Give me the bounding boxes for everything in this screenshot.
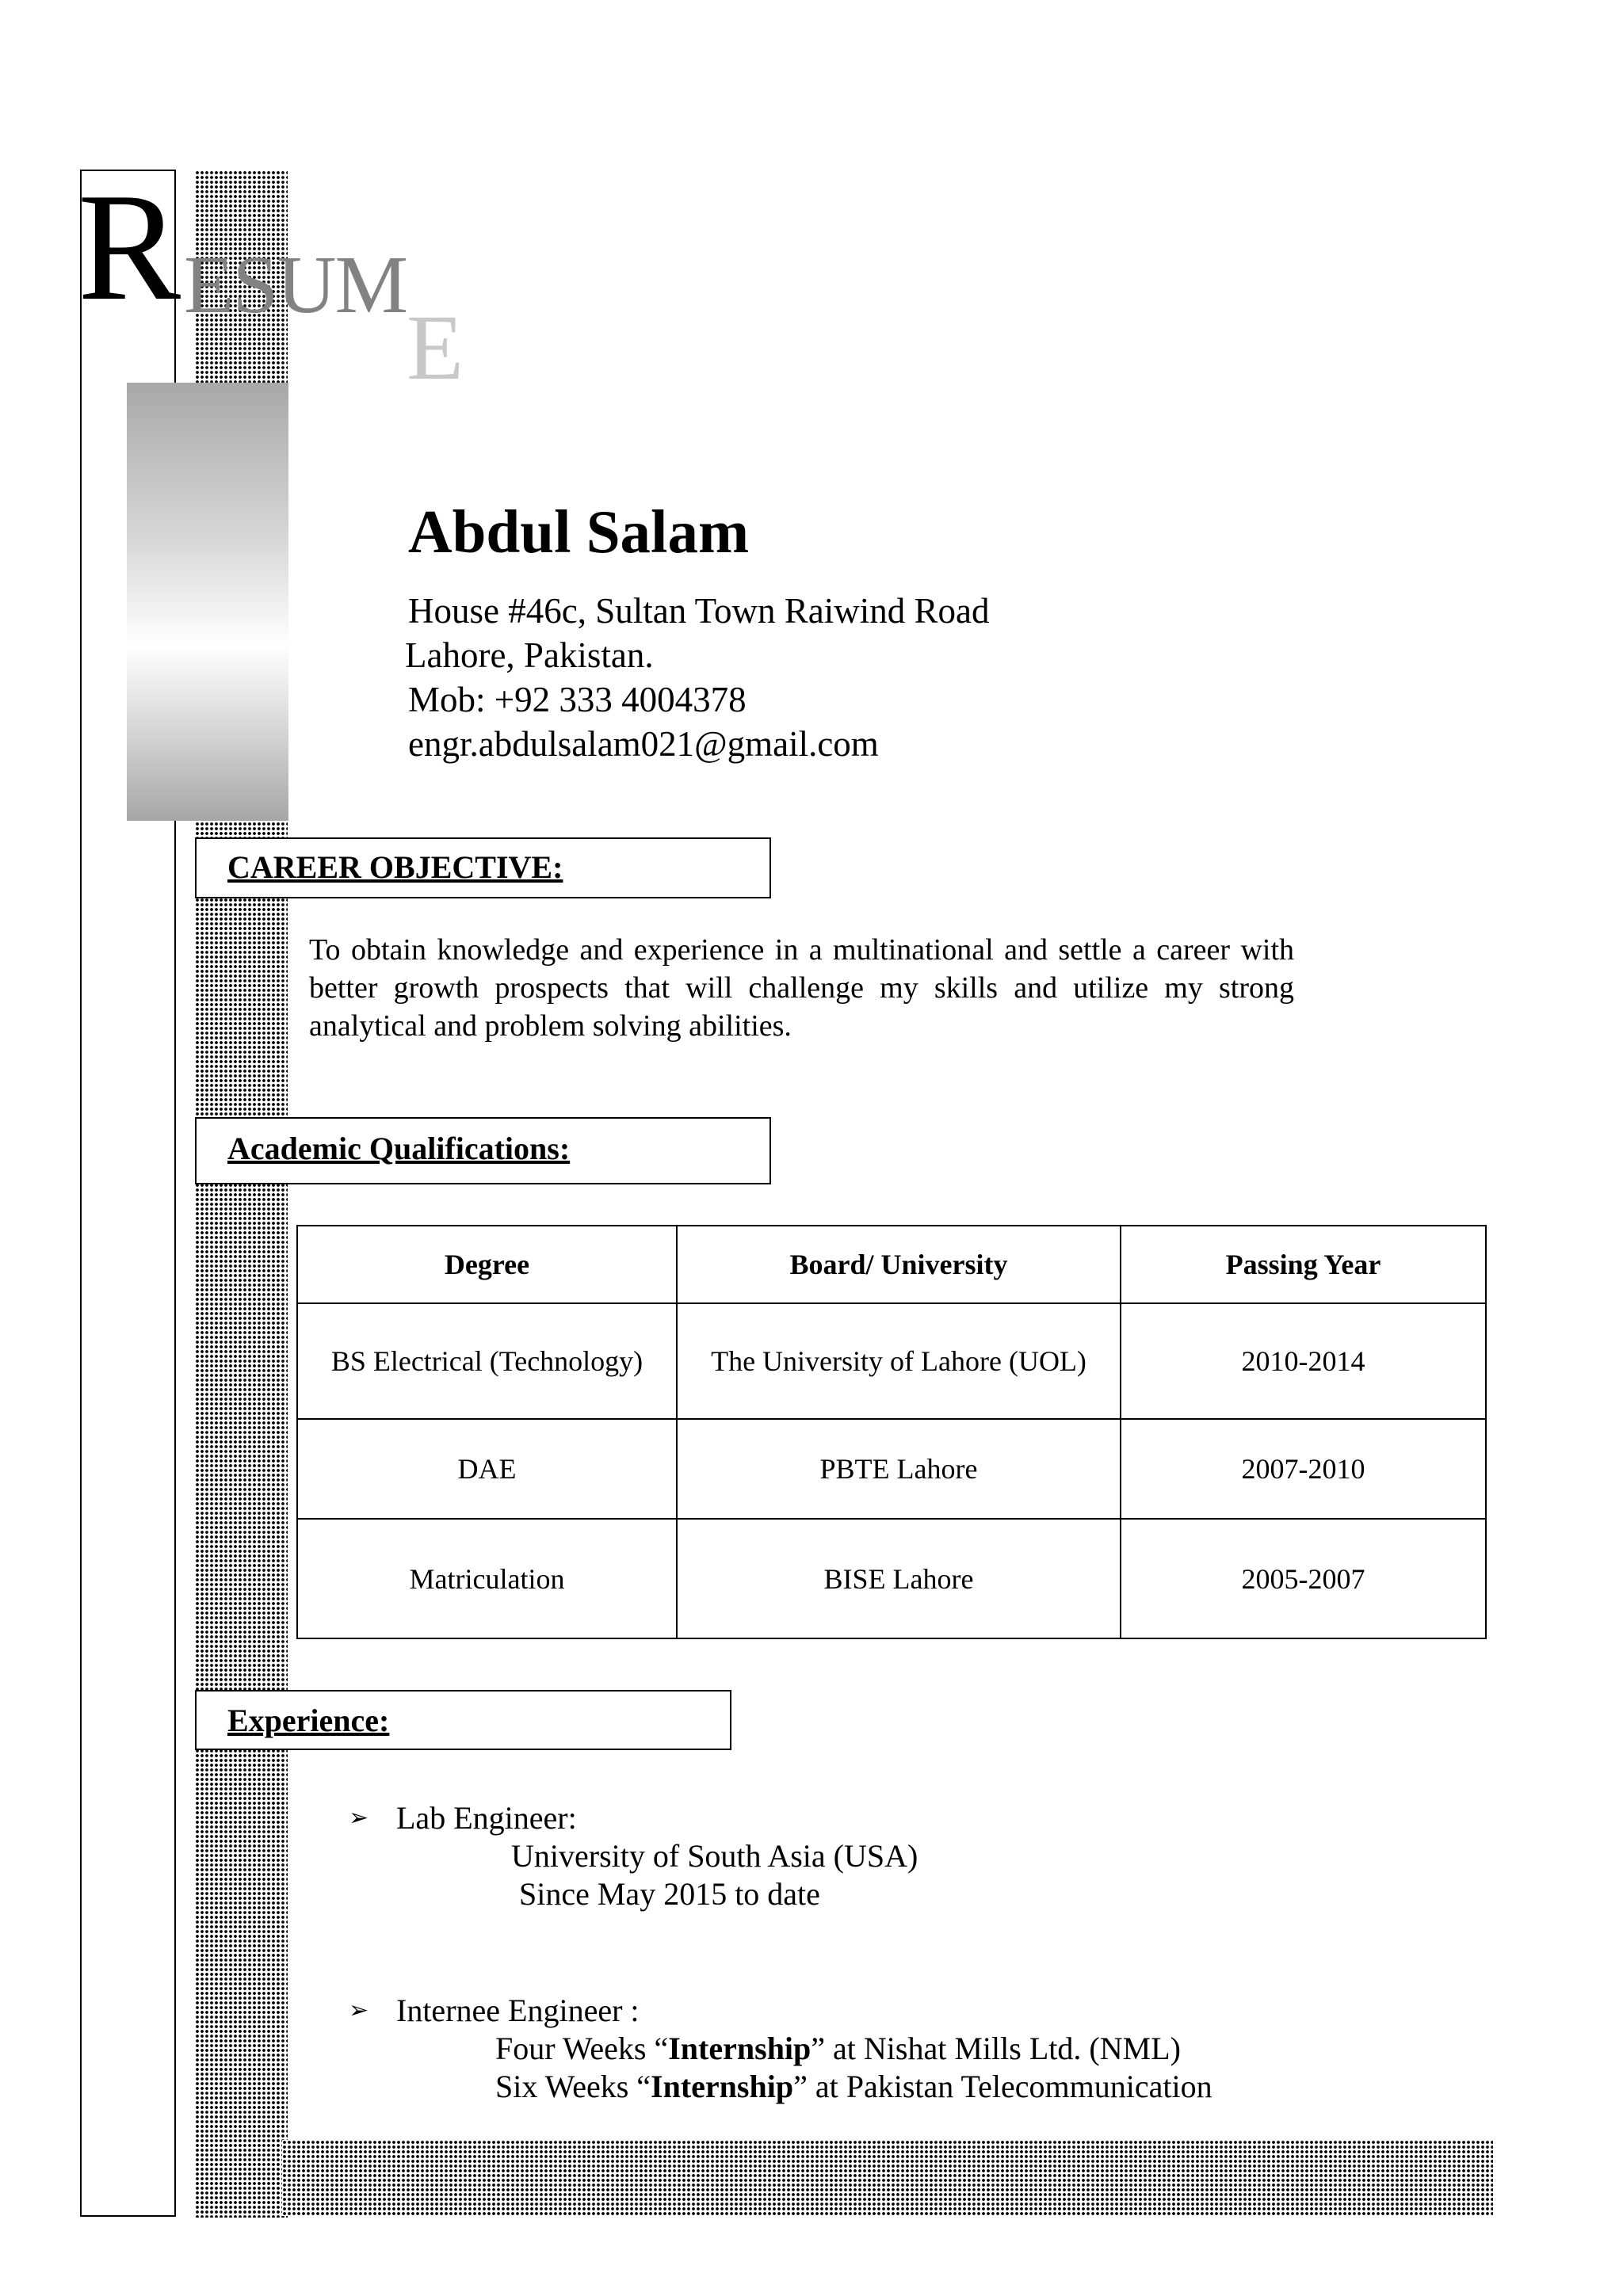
email-address: engr.abdulsalam021@gmail.com — [408, 724, 879, 764]
year-cell: 2005-2007 — [1121, 1519, 1486, 1638]
resume-heading-esum: ESUM — [184, 239, 407, 330]
experience-detail-2b: Six Weeks “Internship” at Pakistan Telecommunication — [495, 2069, 1212, 2104]
header-board-university: Board/ University — [677, 1226, 1121, 1303]
table-row — [297, 1303, 1486, 1419]
degree-cell: BS Electrical (Technology) — [297, 1303, 677, 1419]
qualifications-table — [296, 1225, 1487, 1639]
table-row — [297, 1519, 1486, 1638]
header-passing-year: Passing Year — [1121, 1226, 1486, 1303]
experience-detail-1b: Since May 2015 to date — [519, 1876, 820, 1912]
degree-cell: DAE — [297, 1419, 677, 1519]
career-objective-title: CAREER OBJECTIVE: — [227, 849, 563, 885]
gradient-bar — [127, 383, 288, 821]
experience-title: Experience: — [227, 1703, 390, 1738]
experience-detail-1a: University of South Asia (USA) — [511, 1838, 918, 1874]
year-cell: 2010-2014 — [1121, 1303, 1486, 1419]
mobile-number: Mob: +92 333 4004378 — [408, 680, 747, 719]
resume-heading-e: E — [407, 296, 464, 399]
resume-heading-r: R — [78, 162, 181, 333]
table-header-row — [297, 1226, 1486, 1303]
table-row — [297, 1419, 1486, 1519]
address-line-1: House #46c, Sultan Town Raiwind Road — [408, 591, 990, 631]
university-cell: PBTE Lahore — [677, 1419, 1121, 1519]
address-line-2: Lahore, Pakistan. — [405, 635, 654, 675]
degree-cell: Matriculation — [297, 1519, 677, 1638]
candidate-name: Abdul Salam — [408, 498, 750, 566]
arrow-bullet-icon: ➢ — [349, 1805, 369, 1831]
academic-qualifications-title: Academic Qualifications: — [227, 1131, 571, 1166]
experience-role-2: Internee Engineer : — [396, 1993, 640, 2028]
arrow-bullet-icon: ➢ — [349, 1997, 369, 2023]
dotted-pattern-horizontal — [282, 2140, 1493, 2216]
experience-detail-2a: Four Weeks “Internship” at Nishat Mills Ltd. (NML) — [495, 2031, 1181, 2066]
year-cell: 2007-2010 — [1121, 1419, 1486, 1519]
university-cell: BISE Lahore — [677, 1519, 1121, 1638]
career-objective-text: To obtain knowledge and experience in a multinational and settle a career with better growth prospects that will challenge my skills and utilize my strong analytical and problem solving abilities. — [309, 933, 1294, 1043]
header-degree: Degree — [297, 1226, 677, 1303]
experience-role-1: Lab Engineer: — [396, 1800, 577, 1836]
university-cell: The University of Lahore (UOL) — [677, 1303, 1121, 1419]
